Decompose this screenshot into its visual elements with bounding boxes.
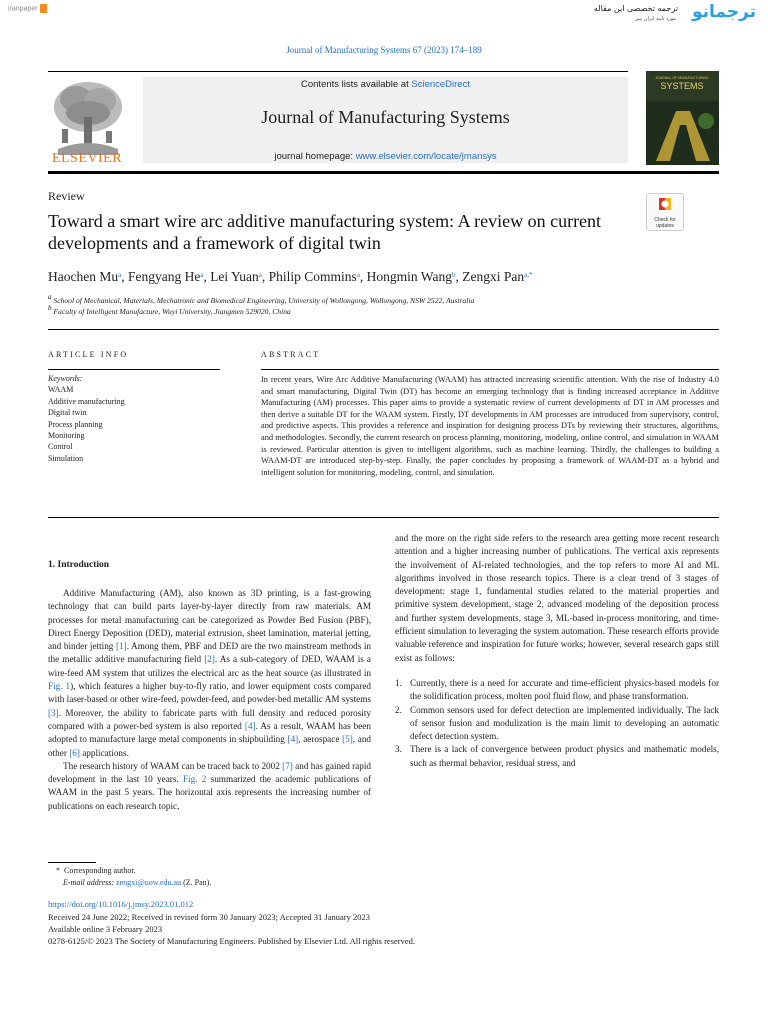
journal-cover-thumbnail[interactable] <box>646 71 719 165</box>
contents-prefix: Contents lists available at <box>301 79 412 90</box>
check-updates-label-2: updates <box>656 223 674 229</box>
elsevier-logo[interactable] <box>48 77 126 167</box>
homepage-line <box>143 151 628 162</box>
email-label: E-mail address: <box>63 878 115 887</box>
online-date: Available online 3 February 2023 <box>48 924 163 934</box>
journal-reference-link[interactable]: Journal of Manufacturing Systems 67 (2023) 174–189 <box>286 45 482 55</box>
citation-link[interactable]: [6] <box>69 747 80 758</box>
check-updates-icon <box>657 196 673 212</box>
author-name[interactable]: Zengxi Pan <box>462 269 525 284</box>
author-sup[interactable]: a,* <box>524 271 533 279</box>
keyword-item: Process planning <box>48 419 103 429</box>
homepage-link[interactable]: www.elsevier.com/locate/jmansys <box>355 151 497 162</box>
affiliation-rule <box>48 329 719 330</box>
header-thick-rule <box>48 171 719 174</box>
keyword-item: Simulation <box>48 453 84 463</box>
author-name[interactable]: Philip Commins <box>268 269 357 284</box>
tarjomano-line1: ترجمه تخصصی این مقاله <box>593 4 678 13</box>
corresponding-author-note: * Corresponding author. <box>56 866 136 875</box>
check-updates-label-1: Check for <box>654 217 676 223</box>
homepage-label: journal homepage: <box>274 151 356 162</box>
iranpaper-logo-icon <box>40 4 47 13</box>
elsevier-wordmark: ELSEVIER <box>51 151 123 166</box>
author-name[interactable]: Fengyang He <box>127 269 201 284</box>
list-item: 3. There is a lack of convergence between product physics and mathematic models, such as thermal behavior, residual stress, and <box>395 744 719 768</box>
corresponding-marker: * <box>56 866 60 875</box>
author-sup[interactable]: a <box>118 271 122 279</box>
figure-link[interactable]: Fig. 1 <box>48 681 71 692</box>
citation-link[interactable]: [1] <box>115 641 127 652</box>
footnote-rule <box>48 862 96 863</box>
right-column <box>395 532 719 770</box>
iranpaper-logo-text: iranpaper <box>8 5 38 13</box>
sciencedirect-link[interactable]: ScienceDirect <box>411 79 470 90</box>
affiliation-b <box>48 304 291 316</box>
header-top-rule <box>48 71 628 72</box>
author-sup[interactable]: b <box>451 271 456 279</box>
keywords-label: Keywords: <box>48 374 83 383</box>
received-dates: Received 24 June 2022; Received in revised form 30 January 2023; Accepted 31 January 2023 <box>48 912 370 922</box>
keyword-item: WAAM <box>48 385 74 395</box>
affiliation-text: School of Mechanical, Materials, Mechatronic and Biomedical Engineering, University of Wollongong, Wollongong, NSW 2522, Australia <box>53 296 475 305</box>
email-link[interactable]: zengxi@uow.edu.au <box>116 878 182 887</box>
citation-link[interactable]: [4] <box>287 734 299 745</box>
citation-link[interactable]: [5] <box>342 734 353 745</box>
list-item: 1. Currently, there is a need for accurate and time-efficient physics-based models for the solidification process, molten pool fluid flow, and phase transformation. <box>395 677 719 702</box>
abstract-rule <box>261 369 719 370</box>
email-line: E-mail address: zengxi@uow.edu.au (Z. Pan). <box>63 878 212 887</box>
author-sup[interactable]: a <box>200 271 204 279</box>
abstract-heading: ABSTRACT <box>261 350 321 359</box>
affiliation-sup: a <box>48 293 52 301</box>
citation-link[interactable]: [2] <box>204 654 215 665</box>
author-sup[interactable]: a <box>356 271 360 279</box>
citation-link[interactable]: [3] <box>48 707 59 718</box>
tarjomano-line2: مورد تایید ایران پیپر <box>635 16 676 22</box>
keyword-item: Control <box>48 442 73 452</box>
list-item: 2. Common sensors used for defect detection are implemented individually. The lack of sensor fusion and modulization is the main limit to developing an automatic defect detection system. <box>395 704 719 742</box>
paragraph: and the more on the right side refers to the research area getting more recent research attention and a higher increasing number of publications. The vertical axis represents the involvement of AI-related technologies, and the top refers to more AI and ML algorithms involved in those research topics. There is a clear trend of 3 stages of development: stage 1, fundamental studies related to the material properties and primitive system development, stage 2, advanced modeling of the deposition process and further system developments, stage 3, ML-based in-process monitoring, and time-efficient simulation to leveraging the system automation. These research efforts provide valuable reference and inspiration for future works; however, several research gaps still exist as follows: <box>395 533 719 663</box>
keyword-item: Additive manufacturing <box>48 396 125 406</box>
abstract-text: In recent years, Wire Arc Additive Manufacturing (WAAM) has attracted increasing scientific attention. With the rise of Industry 4.0 and smart manufacturing, Digital Twin (DT) has become an emerging technology that is finding increased acceptance in Additive Manufacturing (AM) processes. This paper aims to provide a systematic review of current developments of DT in AM processes and then derive a suitable DT for the WAAM system. Firstly, DT developments in AM processes are introduced from supervisory, control, and predictive aspects. This provides a reference and inspiration for designing process DTs by reviewing their structures, algorithms, and methodologies. Secondly, the current research on process planning, monitoring, modeling, online control, and simulation in WAAM is reviewed. Particular attention is given to intelligent algorithms, such as machine learning. Thirdly, the challenges to building a WAAM-DT are introduced step-by-step. Finally, the paper concludes by proposing a framework of WAAM-DT as a hybrid and intelligent solution for monitoring, modeling, control, and simulation. <box>261 375 719 477</box>
article-type: Review <box>48 189 85 203</box>
cover-title-text: SYSTEMS <box>660 81 704 91</box>
elsevier-tree-icon <box>48 77 126 155</box>
cover-small-text: JOURNAL OF MANUFACTURING <box>655 76 709 80</box>
section-heading-introduction: 1. Introduction <box>48 560 110 570</box>
research-gaps-list <box>395 677 719 770</box>
citation-link[interactable]: [4] <box>244 720 256 731</box>
citation-link[interactable]: [7] <box>282 760 293 771</box>
keywords-block <box>48 373 125 464</box>
affiliation-sup: b <box>48 304 52 312</box>
author-name[interactable]: Lei Yuan <box>210 269 259 284</box>
paragraph: The research history of WAAM can be traced back to 2002 [7] and has gained rapid development in the last 10 years. Fig. 2 summarized the academic publications of WAAM in the past 5 years. The horizontal axis represents the increasing number of publications on each research topic, <box>48 760 372 811</box>
keyword-item: Monitoring <box>48 431 85 441</box>
author-name[interactable]: Haochen Mu <box>48 269 119 284</box>
iranpaper-logo <box>8 4 47 13</box>
affiliation-a <box>48 293 475 305</box>
cover-art <box>646 71 719 165</box>
article-title: Toward a smart wire arc additive manufacturing system: A review on current developments and a framework of digital twin <box>48 211 602 253</box>
article-info-rule <box>48 369 220 370</box>
author-name[interactable]: Hongmin Wang <box>366 269 452 284</box>
paragraph: Additive Manufacturing (AM), also known as 3D printing, is a fast-growing technology that can build parts layer-by-layer directly from raw materials. AM processes for metal manufacturing can be categorized as Powder Bed Fusion (PBF), Direct Energy Deposition (DED), material extrusion, sheet lamination, material jetting, and binder jetting [1]. Among them, PBF and DED are the two mainstream methods in the metallic additive manufacturing field [2]. As a sub-category of DED, WAAM is a wire-feed AM system that utilizes the electrical arc as the heat source (as illustrated in Fig. 1), which features a higher buy-to-fly ratio, and lower equipment costs compared with laser-based or other wire-feed, powder-feed, and powder-bed metallic AM systems [3]. Moreover, the ability to fabricate parts with full density and reduced porosity compared with a power-bed system is also reported [4]. As a result, WAAM has been adopted to manufacture large metal components in shipbuilding [4], aerospace [5], and other [6] applications. <box>48 588 372 758</box>
check-for-updates-button[interactable] <box>646 193 684 231</box>
abstract-bottom-rule <box>48 517 719 518</box>
contents-line <box>143 79 628 90</box>
doi-link[interactable]: https://doi.org/10.1016/j.jmsy.2023.01.012 <box>48 899 194 909</box>
tarjomano-logo[interactable] <box>593 2 756 28</box>
author-list: Haochen Mu$^a$, Fengyang He$^a$, Lei Yuan$^a$, Philip Commins$^a$, Hongmin Wang$^b$, Zengxi Pan$^{a,*}$ <box>48 269 533 284</box>
figure-link[interactable]: Fig. 2 <box>182 774 207 785</box>
article-info-heading: ARTICLE INFO <box>48 350 129 359</box>
tarjomano-brand: ترجمانو <box>691 2 756 22</box>
author-sup[interactable]: a <box>258 271 262 279</box>
journal-name: Journal of Manufacturing Systems <box>261 107 510 127</box>
left-column <box>48 587 371 813</box>
affiliation-text: Faculty of Intelligent Manufacture, Wuyi University, Jiangmen 529020, China <box>53 307 291 316</box>
keyword-item: Digital twin <box>48 408 87 418</box>
copyright-line: 0278-6125/© 2023 The Society of Manufacturing Engineers. Published by Elsevier Ltd. All rights reserved. <box>48 936 416 946</box>
